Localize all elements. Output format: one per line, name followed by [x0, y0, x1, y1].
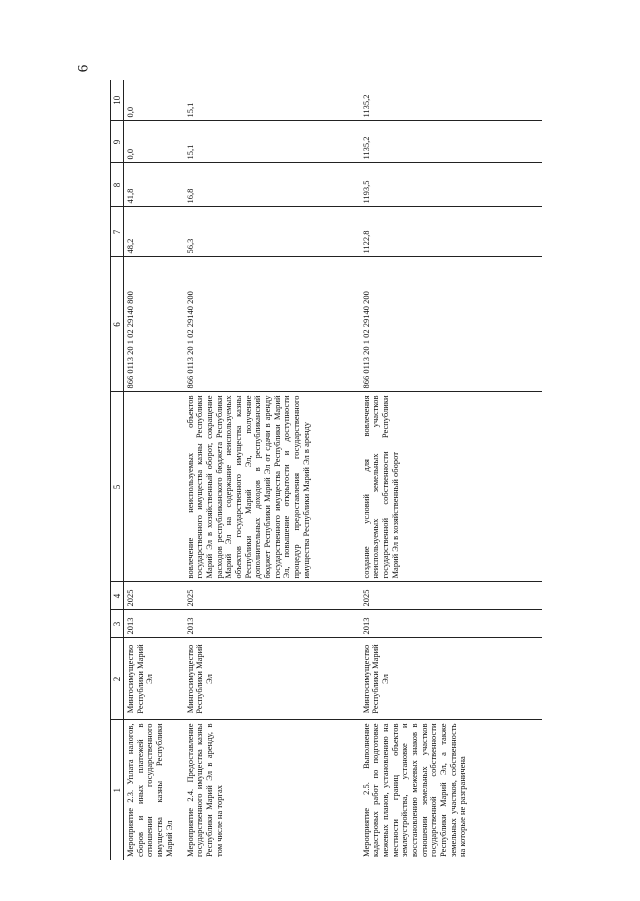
end-year-cell: 2025	[124, 582, 184, 610]
activity-name-cell: Мероприятие 2.5. Выполнение кадастровых работ по подготовке межевых планов, установлению на местности границ объектов землеустройства, установке и восстановлению межевых знаков в отношении земельных участков государственной собственности Республики Марий Эл, а также земельных участков, собственность на которые не разграничена	[360, 723, 468, 857]
amount-cell: 15,1	[184, 121, 360, 163]
executor-cell: Мингосимущество Республики Марий Эл	[360, 638, 542, 720]
column-header: 6	[111, 257, 124, 392]
column-header: 5	[111, 392, 124, 582]
column-header: 10	[111, 80, 124, 121]
amount-cell: 1122,8	[360, 207, 542, 257]
table-row	[124, 80, 184, 860]
end-year-cell: 2025	[184, 582, 360, 610]
column-header: 4	[111, 582, 124, 610]
amount-cell: 41,8	[124, 163, 184, 207]
table-row	[184, 80, 360, 860]
program-activities-table	[110, 80, 542, 860]
activity-name-cell: Мероприятие 2.4. Предоставление государственного имущества казны Республики Марий Эл в аренду, в том числе на торгах	[184, 723, 224, 857]
expected-result-cell: создание условий для вовлечения неиспользуемых земельных участков государственной собственности Республики Марий Эл в хозяйственный оборот	[360, 392, 542, 582]
column-header: 1	[111, 720, 124, 860]
table-header-row	[111, 80, 124, 860]
amount-cell: 1135,2	[360, 80, 542, 121]
end-year-cell: 2025	[360, 582, 542, 610]
budget-code-cell: 866 0113 20 1 02 29140 200	[184, 257, 360, 392]
start-year-cell: 2013	[124, 610, 184, 638]
amount-cell: 15,1	[184, 80, 360, 121]
amount-cell: 1193,5	[360, 163, 542, 207]
expected-result-cell	[124, 392, 184, 582]
amount-cell: 1135,2	[360, 121, 542, 163]
budget-code-cell: 866 0113 20 1 02 29140 200	[360, 257, 542, 392]
executor-cell: Мингосимущество Республики Марий Эл	[184, 638, 360, 720]
activity-name-cell: Мероприятие 2.3. Уплата налогов, сборов и иных платежей в отношении государственного имущества казны Республики Марий Эл	[125, 723, 174, 857]
page-number: 6	[75, 64, 92, 73]
rotated-table-container	[110, 80, 540, 860]
column-header: 3	[111, 610, 124, 638]
executor-cell: Мингосимущество Республики Марий Эл	[124, 638, 184, 720]
start-year-cell: 2013	[184, 610, 360, 638]
amount-cell: 0,0	[124, 80, 184, 121]
column-header: 7	[111, 207, 124, 257]
column-header: 9	[111, 121, 124, 163]
column-header: 8	[111, 163, 124, 207]
expected-result-cell: вовлечение неиспользуемых объектов государственного имущества казны Республики Марий Эл в хозяйственный оборот, сокращение расходов республиканского бюджета Республики Марий Эл на содержание неиспользуемых объектов государственного имущества казны Республики Марий Эл, получение дополнительных доходов в республиканский бюджет Республики Марий Эл от сдачи в аренду государственного имущества Республики Марий Эл, повышение открытости и доступности процедур предоставления государственного имущества Республики Марий Эл в аренду	[184, 392, 360, 582]
budget-code-cell: 866 0113 20 1 02 29140 800	[124, 257, 184, 392]
amount-cell: 48,2	[124, 207, 184, 257]
table-row	[360, 80, 542, 860]
amount-cell: 16,8	[184, 163, 360, 207]
column-header: 2	[111, 638, 124, 720]
amount-cell: 0,0	[124, 121, 184, 163]
start-year-cell: 2013	[360, 610, 542, 638]
amount-cell: 56,3	[184, 207, 360, 257]
